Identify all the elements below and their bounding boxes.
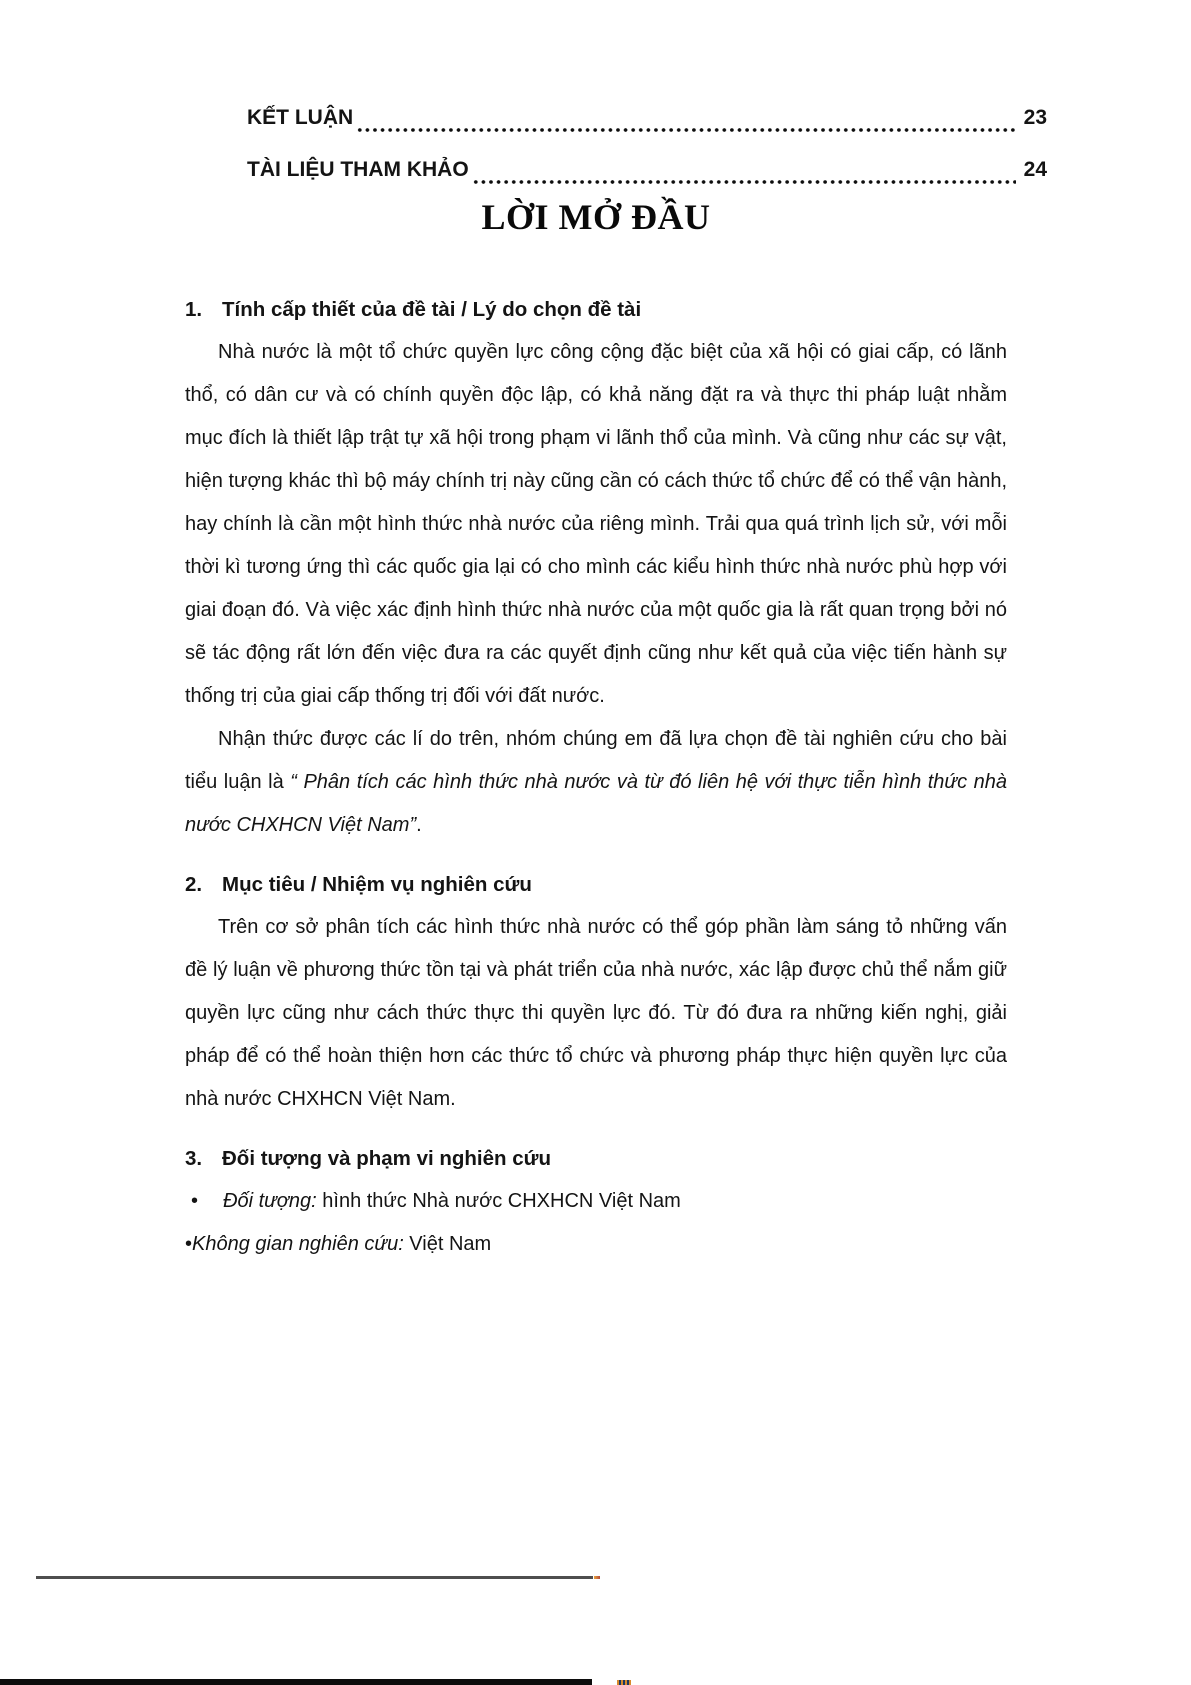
bullet-doi-tuong-label: Đối tượng: — [223, 1190, 317, 1212]
toc-entry-label: KẾT LUẬN — [247, 106, 354, 129]
section-1-heading-text: Tính cấp thiết của đề tài / Lý do chọn đề tài — [222, 298, 642, 321]
footnote-rule-end-artifact — [594, 1576, 600, 1579]
toc-page-number: 23 — [1023, 106, 1047, 129]
bottom-edge-image-fragment — [617, 1680, 631, 1685]
section-1-paragraph-1: Nhà nước là một tổ chức quyền lực công cộng đặc biệt của xã hội có giai cấp, có lãnh thổ, có dân cư và có chính quyền độc lập, có khả năng đặt ra và thực thi pháp luật nhằm mục đích là thiết lập trật tự xã hội trong phạm vi lãnh thổ của mình. Và cũng như các sự vật, hiện tượng khác thì bộ máy chính trị này cũng cần có cách thức tổ chức để có thể vận hành, hay chính là cần một hình thức nhà nước của riêng mình. Trải qua quá trình lịch sử, với mỗi thời kì tương ứng thì các quốc gia lại có cho mình các kiểu hình thức nhà nước phù hợp với giai đoạn đó. Và việc xác định hình thức nhà nước của một quốc gia là rất quan trọng bởi nó sẽ tác động rất lớn đến việc đưa ra các quyết định cũng như kết quả của việc tiến hành sự thống trị của giai cấp thống trị đối với đất nước. — [185, 341, 1007, 707]
toc-remnant — [247, 96, 1047, 200]
paragraph-2-normal-text: Nhận thức được các lí do trên, nhóm chúng em đã lựa chọn đề tài nghiên cứu cho bài tiểu luận là — [185, 728, 1007, 793]
bullet-khong-gian — [185, 1223, 1007, 1266]
toc-entry-label: TÀI LIỆU THAM KHẢO — [247, 158, 469, 181]
bullet-khong-gian-text — [192, 1223, 491, 1266]
bullet-doi-tuong — [185, 1180, 1007, 1223]
footnote-separator-rule — [36, 1576, 593, 1579]
toc-dot-leader — [356, 127, 1015, 133]
bullet-doi-tuong-value: hình thức Nhà nước CHXHCN Việt Nam — [316, 1190, 681, 1212]
section-3-number: 3. — [185, 1147, 203, 1170]
toc-page-number: 24 — [1023, 158, 1047, 181]
bullet-icon: • — [185, 1233, 193, 1255]
toc-entry-tai-lieu-tham-khao — [247, 148, 1047, 192]
section-2-heading-text: Mục tiêu / Nhiệm vụ nghiên cứu — [222, 873, 532, 896]
section-1-number: 1. — [185, 298, 203, 321]
paragraph-2-period: . — [416, 814, 422, 836]
toc-entry-ket-luan — [247, 96, 1047, 140]
paragraph-2-italic-quote: “ Phân tích các hình thức nhà nước và từ đó liên hệ với thực tiễn hình thức nhà nước CHXHCN Việt Nam” — [185, 771, 1007, 836]
section-3-heading — [185, 1137, 1007, 1180]
section-1-paragraph-2 — [185, 718, 1007, 847]
section-3-heading-text: Đối tượng và phạm vi nghiên cứu — [222, 1147, 552, 1170]
bullet-icon: • — [191, 1190, 199, 1212]
bullet-doi-tuong-text — [223, 1180, 681, 1223]
section-1-heading — [185, 288, 1007, 331]
toc-dot-leader — [472, 179, 1016, 185]
bullet-khong-gian-label: Không gian nghiên cứu: — [192, 1233, 404, 1255]
document-body — [185, 288, 1007, 1266]
section-2-number: 2. — [185, 873, 203, 896]
section-2-heading — [185, 863, 1007, 906]
section-2-paragraph: Trên cơ sở phân tích các hình thức nhà nước có thể góp phần làm sáng tỏ những vấn đề lý luận về phương thức tồn tại và phát triển của nhà nước, xác lập được chủ thể nắm giữ quyền lực cũng như cách thức thực thi quyền lực đó. Từ đó đưa ra những kiến nghị, giải pháp để có thể hoàn thiện hơn các thức tổ chức và phương pháp thực hiện quyền lực của nhà nước CHXHCN Việt Nam. — [185, 916, 1007, 1110]
bottom-edge-black-bar — [0, 1679, 592, 1685]
page-title: LỜI MỞ ĐẦU — [481, 197, 711, 237]
bullet-khong-gian-value: Việt Nam — [403, 1233, 492, 1255]
